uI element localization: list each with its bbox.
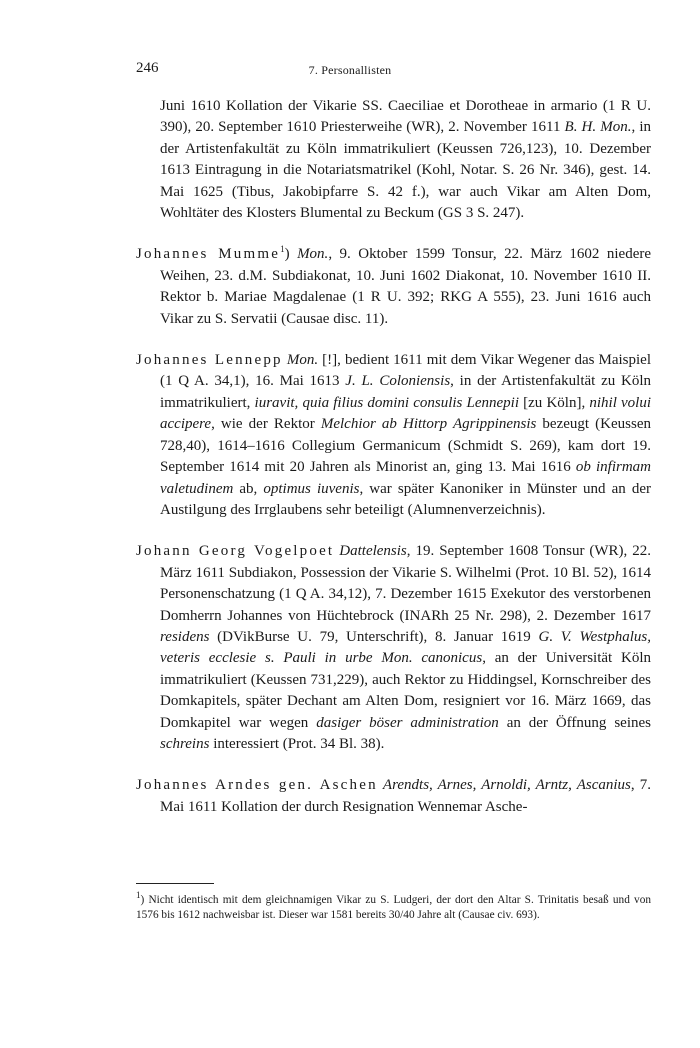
entry-italic: dasiger böser administration: [316, 714, 499, 731]
entry-johannes-lennepp: [136, 350, 651, 521]
running-head: 7. Personallisten: [308, 63, 392, 77]
entry-italic: B. H. Mon.: [564, 119, 632, 136]
entry-text: , an der Universität Köln immatrikuliert (Keussen 731,229), auch Rektor zu Hiddingsel, Kornschreiber des Domkapitels, später Dechant am Alten Dom, resigniert vor 16. März 1669, das Domkapitel war wegen: [160, 650, 651, 731]
entry-italic: Mon.: [297, 246, 329, 263]
person-name: Johannes Mumme: [136, 246, 281, 263]
entry-text: , in der Artistenfakultät zu Köln immatrikuliert (Keussen 726,123), 10. Dezember 1613 Eintragung in die Notariatsmatrikel (Kohl, Notar. S. 26 Nr. 346), gest. 14. Mai 1625 (Tibus, Jakobipfarre S. 42 f.), war auch Vikar am Alten Dom, Wohltäter des Klosters Blumental zu Beckum (GS 3 S. 247).: [160, 119, 651, 222]
entry-text: (DVikBurse U. 79, Unterschrift), 8. Januar 1619: [209, 628, 539, 645]
entry-italic: Dattelensis: [339, 543, 407, 560]
entry-text: ab,: [233, 480, 264, 497]
entry-italic: J. L. Coloniensis: [345, 373, 451, 390]
entry-text: , wie der Rektor: [211, 416, 321, 433]
entry-continuation: [136, 96, 651, 224]
entry-text: interessiert (Prot. 34 Bl. 38).: [209, 735, 385, 752]
footnote-mark: 1: [136, 890, 141, 901]
entry-italic: iuravit, quia filius domini consulis Lennepii: [254, 394, 520, 411]
entry-text: , 7. Mai 1611 Kollation der durch Resignation Wennemar Asche-: [160, 777, 652, 815]
person-name: Johann Georg Vogelpoet: [136, 543, 335, 560]
entry-italic: optimus iuvenis: [263, 480, 360, 497]
entry-italic: G. V. Westphalus, veteris ecclesie s. Pauli in urbe Mon. canonicus: [160, 628, 651, 667]
entry-text: ): [284, 246, 298, 263]
entry-text: , in der Artistenfakultät zu Köln immatrikuliert,: [160, 373, 651, 411]
entry-text: , war später Kanoniker in Münster und an der Austilgung des Irrglaubens sehr beteiligt (Alumnenverzeichnis).: [160, 480, 651, 518]
entry-johannes-mumme: [136, 244, 651, 330]
entry-italic: Mon.: [286, 352, 319, 369]
footnote-text: ) Nicht identisch mit dem gleichnamigen Vikar zu S. Ludgeri, der dort den Altar S. Trinitatis besaß und von 1576 bis 1612 nachweisbar ist. Dieser war 1581 bereits 30/40 Jahre alt (Causae civ. 693).: [136, 894, 651, 921]
entry-text: [!], bedient 1611 mit dem Vikar Wegener das Maispiel (1 Q A. 34,1), 16. Mai 1613: [160, 352, 652, 390]
entry-italic: Melchior ab Hittorp Agrippinensis: [320, 416, 537, 433]
entry-text: [zu Köln],: [519, 394, 590, 411]
person-name: Johannes Lennepp: [136, 352, 283, 369]
footnote: [136, 890, 651, 923]
entry-johannes-arndes: [136, 775, 651, 818]
footnote-divider: [136, 883, 214, 884]
entry-italic: Arendts, Arnes, Arnoldi, Arntz, Ascanius: [382, 777, 631, 794]
entry-italic: residens: [160, 628, 210, 645]
entry-text: , 19. September 1608 Tonsur (WR), 22. März 1611 Subdiakon, Possession der Vikarie S. Wilhelmi (Prot. 10 Bl. 52), 1614 Personenschatzung (1 Q A. 34,12), 7. Dezember 1615 Exekutor des verstorbenen Domherrn Johannes von Hüchtebrock (INARh 25 Nr. 298), 2. Dezember 1617: [160, 543, 652, 624]
person-name: Johannes Arndes gen. Aschen: [136, 777, 378, 794]
entry-italic: ob infirmam valetudinem: [160, 459, 651, 497]
entry-italic: schreins: [160, 735, 210, 752]
entry-text: , 9. Oktober 1599 Tonsur, 22. März 1602 niedere Weihen, 23. d.M. Subdiakonat, 10. Juni 1602 Diakonat, 10. November 1610 II. Rektor b. Mariae Magdalenae (1 R U. 392; RKG A 555), 23. Juni 1616 auch Vikar zu S. Servatii (Causae disc. 11).: [160, 246, 652, 327]
entry-text: an der Öffnung seines: [498, 714, 651, 731]
page-number: 246: [136, 60, 159, 76]
entry-list: [136, 96, 651, 838]
entry-italic: nihil volui accipere: [160, 394, 651, 433]
entry-text: Juni 1610 Kollation der Vikarie SS. Caeciliae et Dorotheae in armario (1 R U. 390), 20. September 1610 Priesterweihe (WR), 2. November 1611: [160, 98, 651, 136]
footnote-reference: 1: [280, 244, 285, 255]
entry-text: bezeugt (Keussen 728,40), 1614–1616 Collegium Germanicum (Schmidt S. 269), kam dort 19. September 1614 mit 20 Jahren als Minorist an, ging 13. Mai 1616: [160, 416, 651, 476]
entry-johann-georg-vogelpoet: [136, 541, 651, 755]
